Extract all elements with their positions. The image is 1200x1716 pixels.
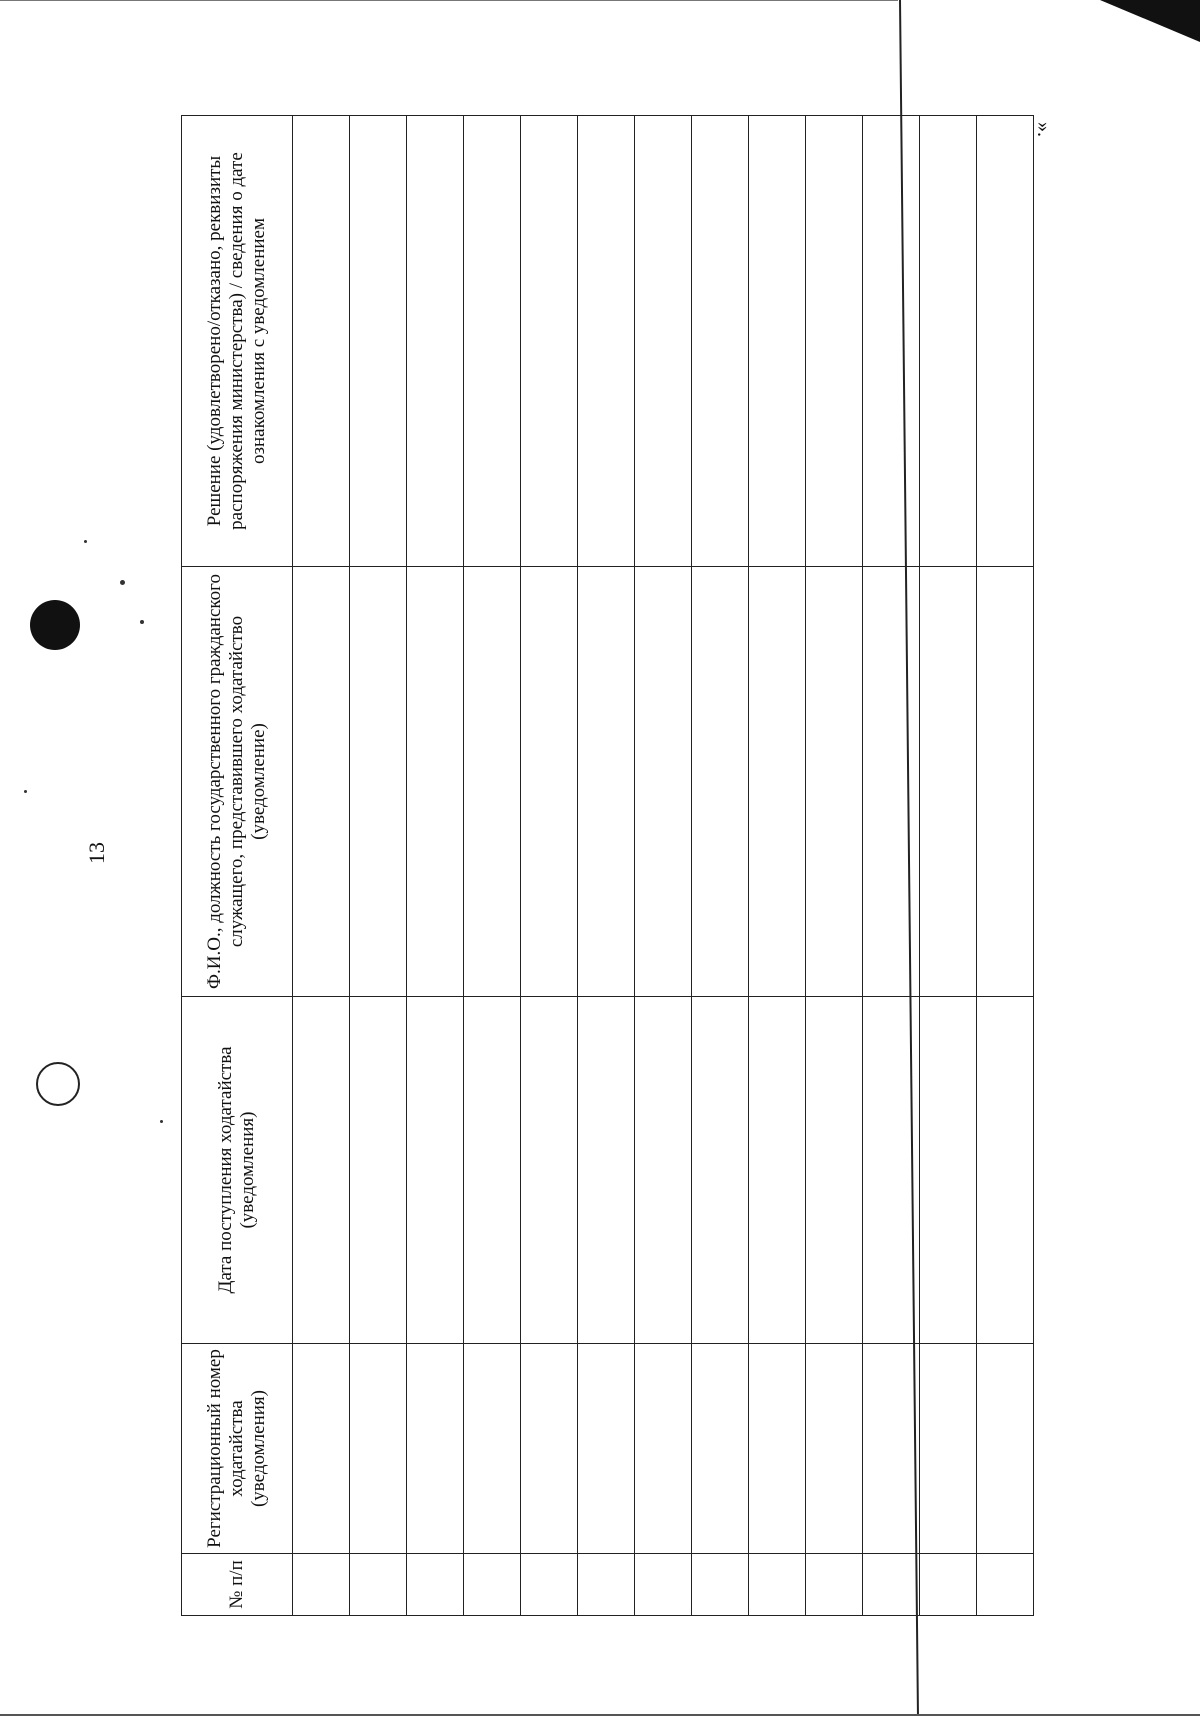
table-cell bbox=[806, 116, 863, 567]
scan-speck bbox=[120, 580, 125, 585]
table-row bbox=[635, 116, 692, 1616]
table-cell bbox=[920, 1554, 977, 1616]
scan-speck bbox=[24, 790, 27, 793]
table-cell bbox=[749, 567, 806, 997]
table-cell bbox=[977, 1344, 1034, 1554]
table-cell bbox=[578, 567, 635, 997]
table-cell bbox=[407, 997, 464, 1344]
table-cell bbox=[407, 116, 464, 567]
register-table-rotated bbox=[181, 116, 1027, 1616]
column-header-number: № п/п bbox=[182, 1554, 293, 1616]
scan-corner-fold bbox=[1100, 0, 1200, 42]
table-row bbox=[977, 116, 1034, 1616]
table-cell bbox=[464, 567, 521, 997]
table-row bbox=[920, 116, 977, 1616]
table-cell bbox=[350, 567, 407, 997]
table-row bbox=[749, 116, 806, 1616]
scan-speck bbox=[160, 1120, 163, 1123]
table-cell bbox=[692, 1344, 749, 1554]
punch-hole-filled bbox=[30, 600, 80, 650]
table-cell bbox=[977, 116, 1034, 567]
column-header-registration-number: Регистрационный номер ходатайства (уведомления) bbox=[182, 1344, 293, 1554]
table-cell bbox=[635, 116, 692, 567]
table-cell bbox=[350, 1554, 407, 1616]
table-cell bbox=[464, 1344, 521, 1554]
register-table bbox=[181, 115, 1034, 1616]
table-cell bbox=[635, 997, 692, 1344]
table-cell bbox=[407, 1554, 464, 1616]
table-cell bbox=[692, 116, 749, 567]
table-cell bbox=[977, 1554, 1034, 1616]
table-row bbox=[806, 116, 863, 1616]
table-cell bbox=[464, 997, 521, 1344]
table-cell bbox=[920, 567, 977, 997]
table-cell bbox=[464, 1554, 521, 1616]
table-cell bbox=[293, 1554, 350, 1616]
table-cell bbox=[806, 1344, 863, 1554]
table-row bbox=[521, 116, 578, 1616]
punch-hole-outline bbox=[36, 1062, 80, 1106]
table-cell bbox=[863, 1554, 920, 1616]
table-cell bbox=[521, 567, 578, 997]
table-cell bbox=[977, 997, 1034, 1344]
table-cell bbox=[635, 1554, 692, 1616]
table-cell bbox=[578, 997, 635, 1344]
table-cell bbox=[293, 567, 350, 997]
table-cell bbox=[350, 116, 407, 567]
table-row bbox=[293, 116, 350, 1616]
table-cell bbox=[578, 1554, 635, 1616]
table-cell bbox=[692, 1554, 749, 1616]
table-cell bbox=[635, 1344, 692, 1554]
table-row bbox=[407, 116, 464, 1616]
table-cell bbox=[863, 1344, 920, 1554]
table-cell bbox=[749, 1344, 806, 1554]
table-cell bbox=[521, 1344, 578, 1554]
table-cell bbox=[578, 1344, 635, 1554]
scan-speck bbox=[84, 540, 87, 543]
column-header-employee-name-position: Ф.И.О., должность государственного гражданского служащего, представившего ходатайство (уведомление) bbox=[182, 567, 293, 997]
table-cell bbox=[293, 116, 350, 567]
table-cell bbox=[350, 1344, 407, 1554]
scan-speck bbox=[140, 620, 144, 624]
table-cell bbox=[521, 1554, 578, 1616]
table-cell bbox=[749, 116, 806, 567]
table-cell bbox=[977, 567, 1034, 997]
table-cell bbox=[806, 997, 863, 1344]
table-cell bbox=[635, 567, 692, 997]
table-cell bbox=[749, 1554, 806, 1616]
page-number: 13 bbox=[84, 842, 109, 864]
table-row bbox=[863, 116, 920, 1616]
table-cell bbox=[806, 567, 863, 997]
table-cell bbox=[521, 997, 578, 1344]
scan-edge-top bbox=[0, 0, 898, 1]
table-cell bbox=[578, 116, 635, 567]
table-cell bbox=[863, 997, 920, 1344]
table-body bbox=[293, 116, 1034, 1616]
table-row bbox=[350, 116, 407, 1616]
table-cell bbox=[293, 997, 350, 1344]
table-cell bbox=[407, 1344, 464, 1554]
table-cell bbox=[692, 567, 749, 997]
table-cell bbox=[863, 116, 920, 567]
table-cell bbox=[293, 1344, 350, 1554]
table-row bbox=[692, 116, 749, 1616]
table-cell bbox=[749, 997, 806, 1344]
table-cell bbox=[521, 116, 578, 567]
closing-quote-mark: ». bbox=[1033, 122, 1055, 137]
table-cell bbox=[350, 997, 407, 1344]
table-row bbox=[464, 116, 521, 1616]
column-header-receipt-date: Дата поступления ходатайства (уведомления) bbox=[182, 997, 293, 1344]
table-cell bbox=[806, 1554, 863, 1616]
table-header-row bbox=[182, 116, 293, 1616]
table-cell bbox=[920, 997, 977, 1344]
column-header-decision: Решение (удовлетворено/отказано, реквизиты распоряжения министерства) / сведения о дате ознакомления с уведомлением bbox=[182, 116, 293, 567]
table-row bbox=[578, 116, 635, 1616]
table-cell bbox=[464, 116, 521, 567]
table-cell bbox=[920, 1344, 977, 1554]
table-cell bbox=[407, 567, 464, 997]
table-cell bbox=[863, 567, 920, 997]
table-cell bbox=[920, 116, 977, 567]
table-cell bbox=[692, 997, 749, 1344]
